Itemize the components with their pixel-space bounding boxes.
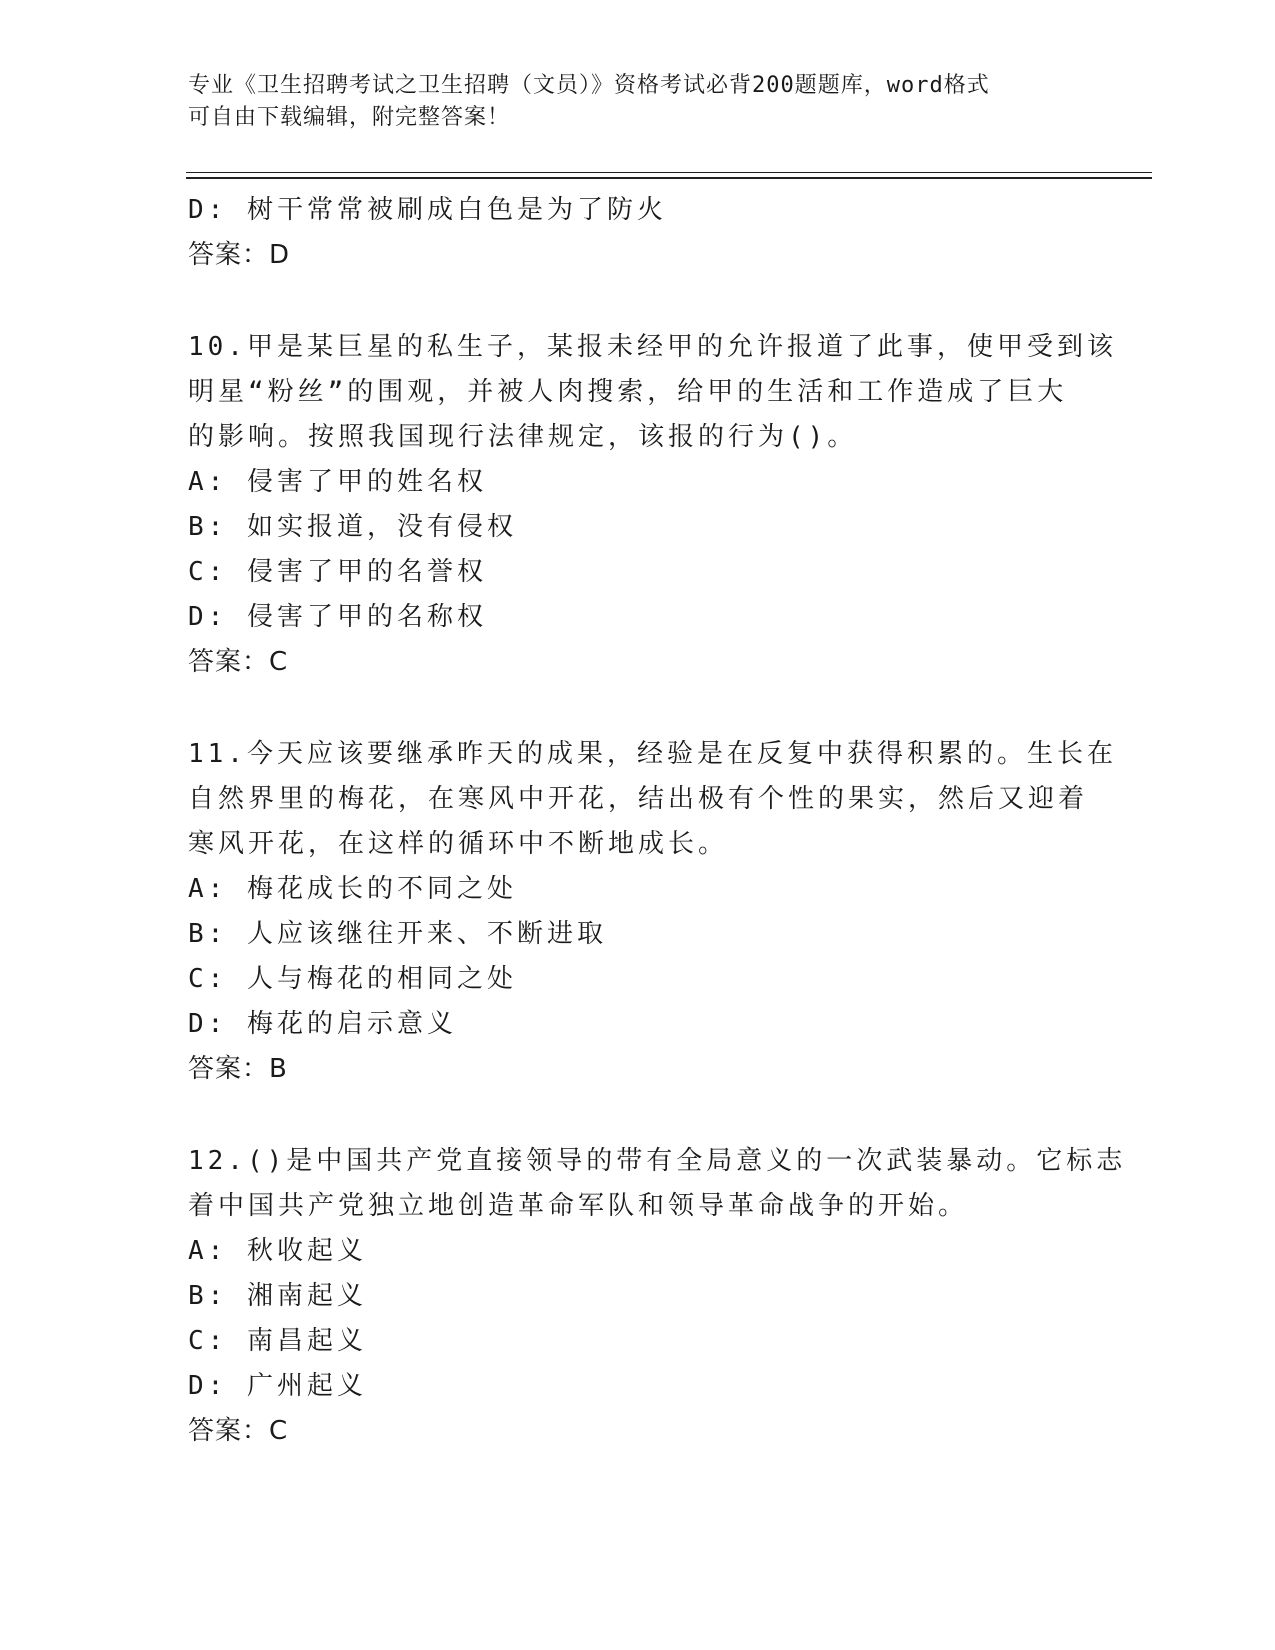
question-10-option-a: A: 侵害了甲的姓名权 <box>188 467 487 497</box>
header-divider-thick <box>186 177 1152 179</box>
question-10-stem-line-2: 明星“粉丝”的围观，并被人肉搜索，给甲的生活和工作造成了巨大 <box>188 377 1068 407</box>
question-11-stem-line-2: 自然界里的梅花，在寒风中开花，结出极有个性的果实，然后又迎着 <box>188 784 1089 814</box>
question-12-stem-line-2: 着中国共产党独立地创造革命军队和领导革命战争的开始。 <box>188 1191 969 1221</box>
question-12-answer: 答案：C <box>188 1416 289 1446</box>
spacer <box>188 1092 1088 1139</box>
question-11-answer: 答案：B <box>188 1054 288 1084</box>
question-11 <box>188 732 1117 1092</box>
question-10-option-d: D: 侵害了甲的名称权 <box>188 602 487 632</box>
question-12-stem-line-1: 12.()是中国共产党直接领导的带有全局意义的一次武装暴动。它标志 <box>188 1146 1127 1176</box>
spacer <box>188 278 1088 325</box>
question-12-option-c: C: 南昌起义 <box>188 1326 367 1356</box>
question-10-stem-line-3: 的影响。按照我国现行法律规定，该报的行为()。 <box>188 422 858 452</box>
header-divider-thin <box>186 172 1152 173</box>
q9-option-d: D: 树干常常被刷成白色是为了防火 <box>188 195 667 225</box>
question-10-answer: 答案：C <box>188 647 289 677</box>
question-11-option-a: A: 梅花成长的不同之处 <box>188 874 517 904</box>
question-11-stem-line-3: 寒风开花，在这样的循环中不断地成长。 <box>188 829 729 859</box>
question-10-stem-line-1: 10.甲是某巨星的私生子，某报未经甲的允许报道了此事，使甲受到该 <box>188 332 1117 362</box>
question-11-option-c: C: 人与梅花的相同之处 <box>188 964 517 994</box>
question-12-option-b: B: 湘南起义 <box>188 1281 367 1311</box>
question-12-option-d: D: 广州起义 <box>188 1371 367 1401</box>
question-10-option-b: B: 如实报道，没有侵权 <box>188 512 517 542</box>
question-11-option-d: D: 梅花的启示意义 <box>188 1009 457 1039</box>
question-10-option-c: C: 侵害了甲的名誉权 <box>188 557 487 587</box>
question-11-stem-line-1: 11.今天应该要继承昨天的成果，经验是在反复中获得积累的。生长在 <box>188 739 1117 769</box>
spacer <box>188 685 1088 732</box>
question-list <box>188 188 1127 1454</box>
page-header-note <box>188 70 1088 134</box>
header-line-2: 可自由下载编辑，附完整答案！ <box>188 105 511 130</box>
header-line-1: 专业《卫生招聘考试之卫生招聘（文员）》资格考试必背200题题库，word格式 <box>188 73 990 98</box>
q9-answer: 答案：D <box>188 240 291 270</box>
question-12 <box>188 1139 1127 1454</box>
question-12-option-a: A: 秋收起义 <box>188 1236 367 1266</box>
question-10 <box>188 325 1117 685</box>
question-11-option-b: B: 人应该继往开来、不断进取 <box>188 919 607 949</box>
